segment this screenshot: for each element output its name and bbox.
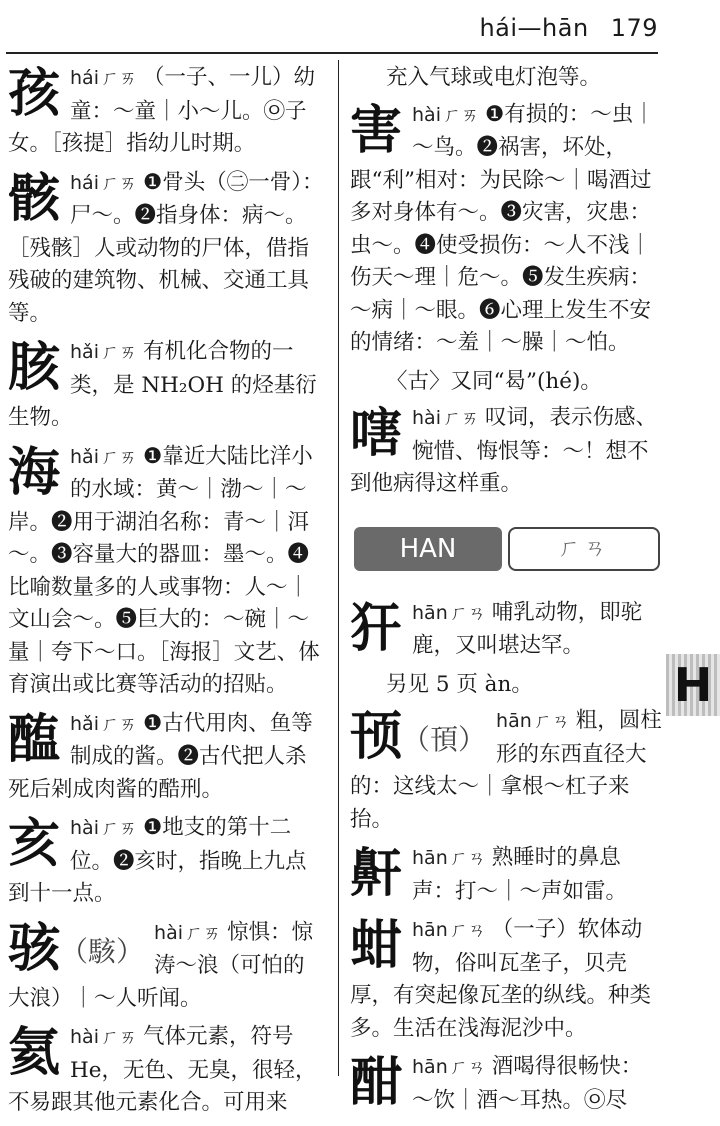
see-also-note: 另见 5 页 àn。 [386,671,533,697]
right-column [350,62,662,1123]
column-divider [338,60,339,1076]
dictionary-entry [8,167,326,331]
zhuyin: ㄏㄞ [100,172,137,194]
headword: 氦 [8,1023,61,1083]
definition: 有机化合物的一类，是 NH₂OH 的烃基衍生物。 [8,339,317,430]
definition: （一子）软体动物，俗叫瓦垄子，贝壳厚，有突起像瓦垄的纵线。种类多。生活在浅海泥沙中。 [350,917,652,1041]
pinyin: hài [70,817,99,839]
definition: ❶靠近大陆比洋小的水域：黄～｜渤～｜～岸。❷用于湖泊名称：青～｜洱～。❸容量大的器皿：墨～。❹比喻数量多的人或事物：人～｜文山会～。❺巨大的：～碗｜～量｜夸下～口。［海报］文艺、体育演出或比赛等活动的招贴。 [8,443,320,697]
dictionary-entry [350,1051,662,1117]
headword: 鼾 [350,844,403,904]
dictionary-entry [350,597,662,663]
continued-text: 充入气球或电灯泡等。 [386,65,602,90]
pinyin: hǎi [70,712,99,735]
pinyin: hài [154,921,183,944]
letter-thumb-tab [666,654,720,716]
dictionary-entry [8,708,326,807]
headword: 蚶 [350,916,403,976]
headword [350,709,486,769]
dictionary-entry [350,842,662,908]
page-header [479,14,658,42]
dictionary-entry [8,1021,326,1120]
zhuyin: ㄏㄢ [449,848,486,869]
dictionary-entry [8,812,326,911]
zhuyin: ㄏㄞ [100,818,137,839]
pinyin: hài [412,407,441,429]
definition: （一子、一儿）幼童：～童｜小～儿。㉧子女。［孩提］指幼儿时期。 [8,65,315,156]
definition: ❶古代用肉、鱼等制成的酱。❷古代把人杀死后剁成肉酱的酷刑。 [8,710,313,802]
headword [8,918,145,981]
pinyin: hài [412,103,441,126]
pinyin: hān [412,919,448,941]
definition: ❶有损的：～虫｜～鸟。❷祸害，坏处，跟“利”相对：为民除～｜喝酒过多对身体有～。❸灾害，灾患：虫～。❹使受损伤：～人不浅｜伤天～理｜危～。❺发生疾病：～病｜～眼。❻心理上发生不安的情绪：～羞｜～臊｜～怕。 [350,101,655,355]
zhuyin: ㄏㄢ [449,1057,486,1078]
headword-char: 骇 [8,918,61,979]
left-column [8,62,326,1126]
headword: 骸 [8,168,61,229]
pinyin: hái [70,171,99,194]
pinyin: hān [412,1056,448,1078]
headword: 亥 [8,814,61,874]
dictionary-entry [350,402,662,501]
headword: 酣 [350,1053,403,1113]
definition: ❶地支的第十二位。❷亥时，指晚上九点到十一点。 [8,815,307,906]
zhuyin: ㄏㄞ [100,713,137,735]
zhuyin: ㄏㄢ [533,711,570,732]
headword: 嗐 [350,404,403,464]
headword: 胲 [8,338,61,398]
section-label: HAN [354,527,502,571]
headword: 醢 [8,709,61,770]
pinyin: hài [70,1026,99,1048]
dictionary-entry [8,336,326,435]
thumb-tab-letter: H [673,658,713,712]
dictionary-entry [350,705,662,836]
pinyin: hǎi [70,341,99,363]
pinyin: hān [412,601,448,624]
dictionary-entry [8,62,326,161]
definition: 叹词，表示伤感、惋惜、悔恨等：～！想不到他病得这样重。 [350,405,657,496]
pinyin: hān [412,847,448,869]
definition: ❶骨头（㊁一骨）：尸～。❷指身体：病～。［残骸］人或动物的尸体，借指残破的建筑物、机械、交通工具等。 [8,169,324,326]
traditional-form: （頇） [402,723,487,756]
zhuyin: ㄏㄞ [100,342,137,363]
zhuyin: ㄏㄢ [449,602,486,624]
dictionary-entry [8,917,326,1016]
definition: 熟睡时的鼻息声：打～｜～声如雷。 [412,845,628,904]
zhuyin: ㄏㄞ [442,104,479,126]
headword: 孩 [8,64,61,124]
definition: 酒喝得很畅快：～饮｜酒～耳热。㉧尽 [412,1054,643,1113]
pinyin: hǎi [70,445,99,468]
dictionary-entry [8,441,326,702]
headword: 海 [8,442,61,503]
dictionary-entry [350,914,662,1045]
definition: 哺乳动物，即驼鹿，又叫堪达罕。 [412,599,643,658]
dictionary-entry [350,99,662,360]
section-zhuyin: ㄏㄢ [508,527,660,571]
page-number: 179 [610,14,658,42]
header-title: hái—hān [479,14,589,42]
headword-char: 顸 [350,707,403,767]
traditional-form: （駭） [60,934,145,968]
zhuyin: ㄏㄞ [100,68,137,89]
zhuyin: ㄏㄞ [442,408,479,429]
definition: 气体元素，符号He，无色、无臭，很轻，不易跟其他元素化合。可用来 [8,1024,317,1115]
zhuyin: ㄏㄢ [449,920,486,941]
pinyin: hān [496,710,532,732]
zhuyin: ㄏㄞ [100,1027,137,1048]
definition: 惊惧：惊涛～浪（可怕的大浪）｜～人听闻。 [8,919,314,1011]
pinyin: hái [70,67,99,89]
headword: 害 [350,100,403,161]
zhuyin: ㄏㄞ [100,446,137,468]
header-rule [6,52,658,54]
zhuyin: ㄏㄞ [185,922,221,944]
section-banner [350,527,662,573]
headword: 犴 [350,598,403,659]
definition: 粗，圆柱形的东西直径大的：这线太～｜拿根～杠子来抬。 [350,708,662,832]
ancient-usage-note: 〈古〉又同“曷”(hé)。 [386,368,602,394]
